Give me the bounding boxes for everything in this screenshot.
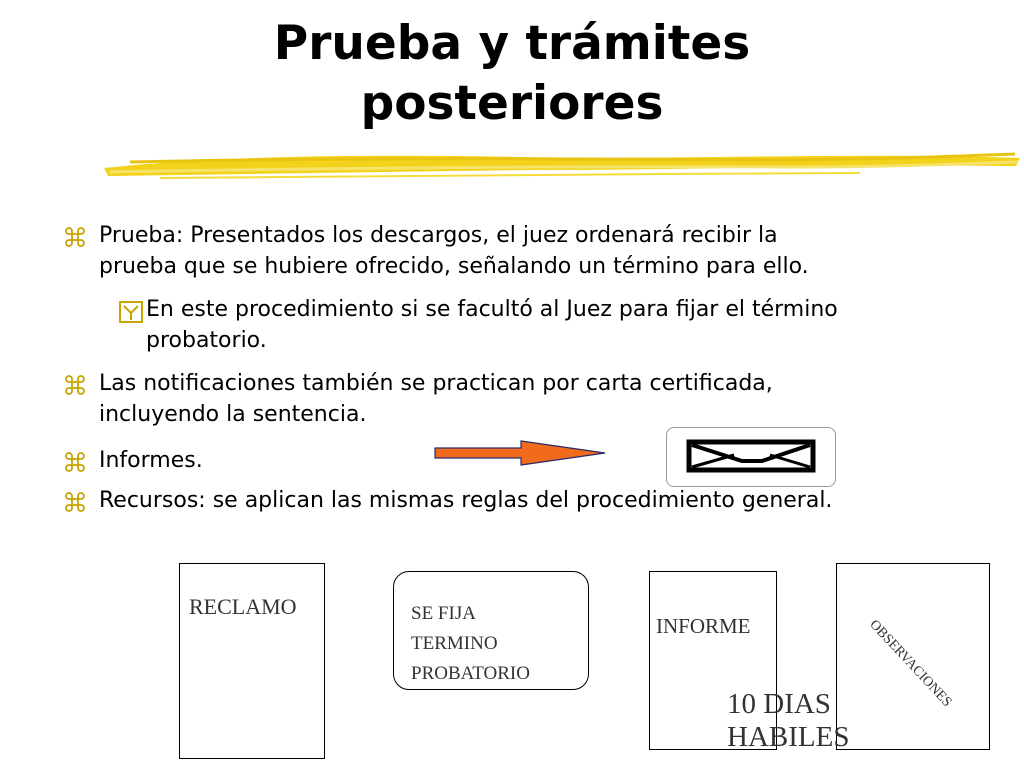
- envelope-icon: [686, 439, 816, 473]
- slide-title-line1: Prueba y trámites: [273, 16, 751, 71]
- slide-title: [0, 14, 1024, 134]
- termino-line: SE FIJA: [411, 603, 476, 624]
- days-line: 10 DIAS: [727, 688, 831, 720]
- bullet-line: incluyendo la sentencia.: [99, 402, 367, 427]
- reclamo-label: RECLAMO: [189, 594, 297, 619]
- bullet-line: Prueba: Presentados los descargos, el juez ordenará recibir la: [99, 223, 778, 248]
- termino-line: PROBATORIO: [411, 663, 530, 684]
- bullet-line: prueba que se hubiere ofrecido, señalando un término para ello.: [99, 254, 809, 279]
- bullet-line: Las notificaciones también se practican por carta certificada,: [99, 371, 773, 396]
- bullet-recursos: [99, 485, 832, 516]
- slide-title-line2: posteriores: [360, 76, 664, 131]
- bullet-line: probatorio.: [146, 328, 267, 353]
- checkbox-y-icon: [118, 300, 144, 324]
- cmd-symbol-icon: [64, 226, 86, 248]
- cmd-symbol-icon: [64, 451, 86, 473]
- bullet-line: En este procedimiento si se facultó al Juez para fijar el término: [146, 297, 838, 322]
- cmd-symbol-icon: [64, 491, 86, 513]
- yellow-brush-divider: [100, 148, 1024, 182]
- bullet-line: Recursos: se aplican las mismas reglas del procedimiento general.: [99, 488, 833, 513]
- orange-arrow-icon: [433, 438, 609, 468]
- observaciones-label: OBSERVACIONES: [866, 617, 955, 711]
- bullet-line: Informes.: [99, 448, 203, 473]
- bullet-prueba: [99, 220, 809, 282]
- reclamo-document: [179, 563, 325, 759]
- informe-label: INFORME: [656, 614, 751, 638]
- bullet-informes: [99, 445, 203, 476]
- termino-probatorio-label: [411, 599, 530, 689]
- termino-probatorio-box: [393, 571, 589, 690]
- days-label: [727, 688, 849, 754]
- bullet-notificaciones: [99, 368, 773, 430]
- termino-line: TERMINO: [411, 633, 498, 654]
- days-line: HABILES: [727, 721, 850, 753]
- cmd-symbol-icon: [64, 374, 86, 396]
- sub-bullet-procedimiento: [146, 294, 838, 356]
